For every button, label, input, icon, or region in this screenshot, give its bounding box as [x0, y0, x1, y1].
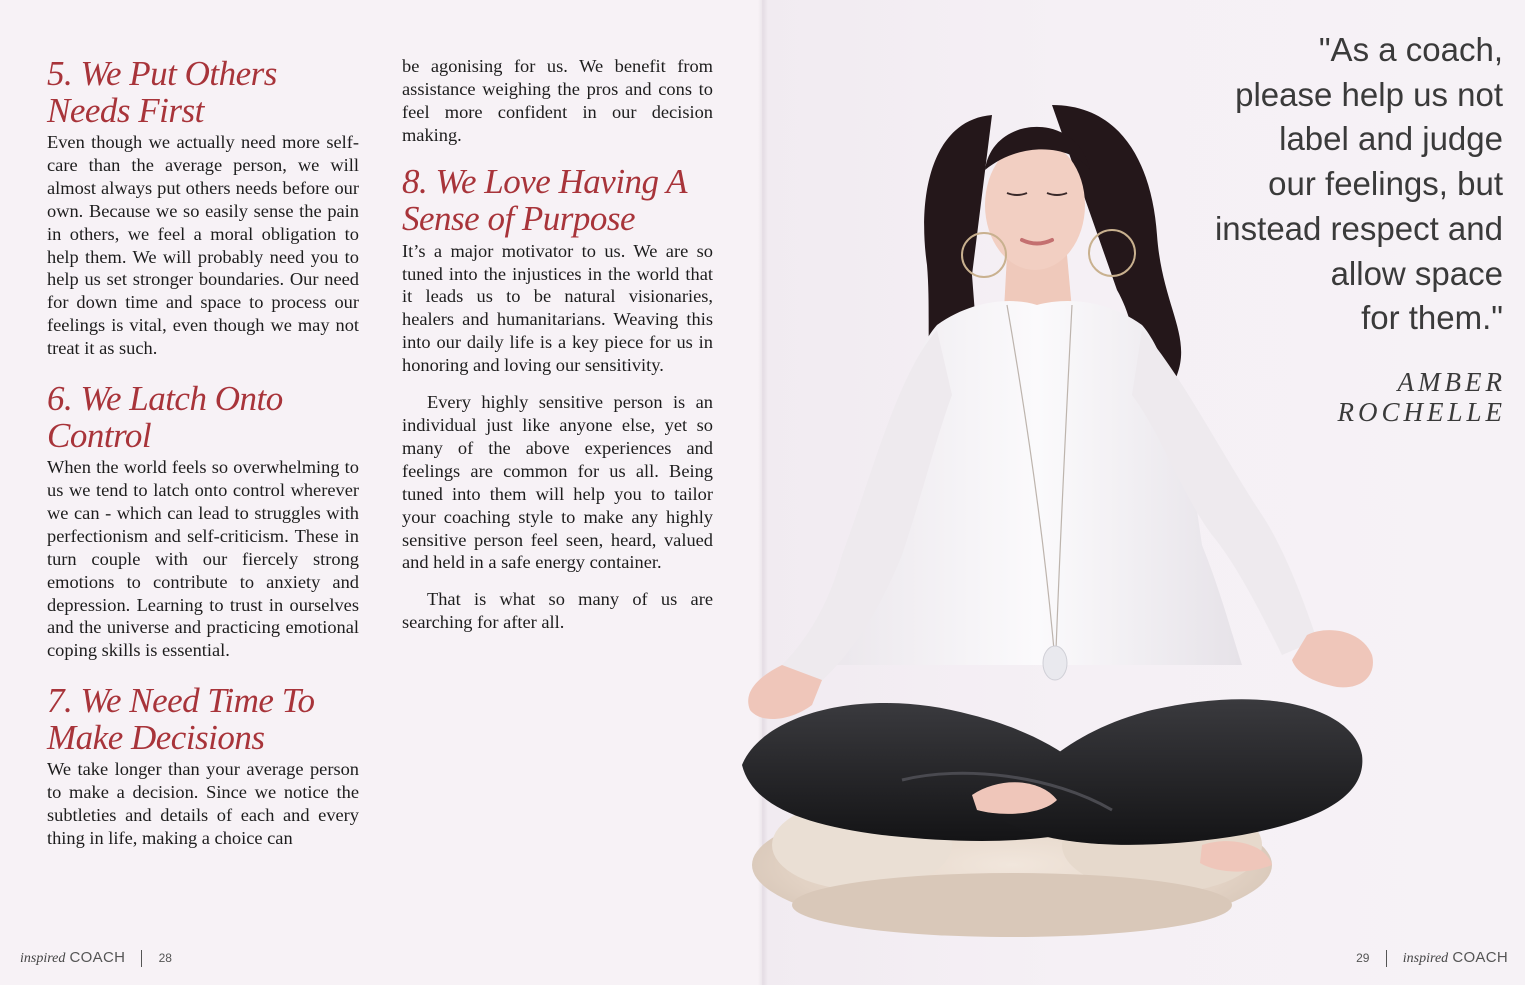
- section-7-heading: [47, 682, 359, 756]
- quote-line-2: please help us not: [1235, 75, 1503, 113]
- quote-line-7: for them.": [1361, 299, 1503, 337]
- section-8-heading-line-1: 8. We Love Having A: [402, 161, 688, 201]
- footer-divider: [141, 950, 142, 967]
- quote-line-3: label and judge: [1279, 120, 1503, 158]
- left-column: [47, 55, 359, 850]
- section-5-heading-line-2: Needs First: [47, 91, 204, 130]
- section-8-heading-line-2: Sense of Purpose: [402, 198, 636, 238]
- section-7-body-continued: be agonising for us. We benefit from assistance weighing the pros and cons to feel more confident in our decision making.: [402, 56, 713, 145]
- footer-brand-script: inspired: [20, 951, 66, 966]
- section-7-heading-line-1: 7. We Need Time To: [47, 681, 315, 721]
- section-6-heading-line-1: 6. We Latch Onto: [47, 379, 283, 419]
- right-column: [402, 55, 713, 634]
- page-number: 28: [158, 951, 172, 965]
- closing-paragraph-2: That is what so many of us are searching for after all.: [402, 589, 713, 633]
- left-page: [0, 0, 762, 985]
- right-footer: [1356, 948, 1508, 969]
- author-last-name: ROCHELLE: [1337, 397, 1506, 427]
- quote-line-4: our feelings, but: [1268, 165, 1503, 203]
- black-leggings: [742, 699, 1362, 845]
- section-6-heading-line-2: Control: [47, 416, 152, 456]
- quote-line-6: allow space: [1330, 254, 1503, 292]
- footer-brand-main: COACH: [1452, 949, 1508, 966]
- left-footer: [20, 948, 172, 969]
- section-6-heading: [47, 380, 359, 454]
- section-5-heading: [47, 55, 359, 129]
- footer-brand-script: inspired: [1402, 951, 1449, 966]
- section-6-body: When the world feels so overwhelming to us we tend to latch onto control wherever we can - which can lead to struggles with perfectionism and self-criticism. These in turn couple with our fiercely strong emotions to contribute to anxiety and depression. Learning to trust in ourselves and the universe and practicing emotional coping skills is essential.: [47, 457, 359, 661]
- quote-line-5: instead respect and: [1214, 209, 1503, 247]
- section-7-heading-line-2: Make Decisions: [47, 718, 265, 758]
- author-first-name: AMBER: [1397, 367, 1506, 397]
- quote-author: [1206, 367, 1506, 427]
- footer-divider: [1386, 950, 1387, 967]
- page-number: 29: [1356, 951, 1370, 965]
- footer-brand-main: COACH: [69, 949, 126, 966]
- quote-line-1: "As a coach,: [1318, 31, 1503, 68]
- pull-quote: [1143, 28, 1503, 341]
- section-7-body: We take longer than your average person to make a decision. Since we notice the subtleties and details of each and every thing in life, making a choice can: [47, 759, 359, 848]
- section-8-body: It’s a major motivator to us. We are so tuned into the injustices in the world that it leads us to be natural visionaries, healers and humanitarians. Weaving this into our daily life is a key piece for us in honoring and loving our sensitivity.: [402, 240, 713, 376]
- section-8-heading: [402, 163, 713, 237]
- section-5-body: Even though we actually need more self-care than the average person, we will almost always put others needs before our own. Because we so easily sense the pain in others, we feel a moral obligation to help them. We will probably need you to help us set stronger boundaries. Our need for down time and space to process our feelings is vital, even though we may not treat it as such.: [47, 132, 359, 359]
- section-5-heading-line-1: 5. We Put Others: [47, 54, 277, 93]
- closing-paragraph-1: Every highly sensitive person is an individual just like anyone else, yet so many of the above experiences and feelings are common for us all. Being tuned into them will help you to tailor your coaching style to make any highly sensitive person feel seen, heard, valued and held in a safe energy container.: [402, 392, 713, 573]
